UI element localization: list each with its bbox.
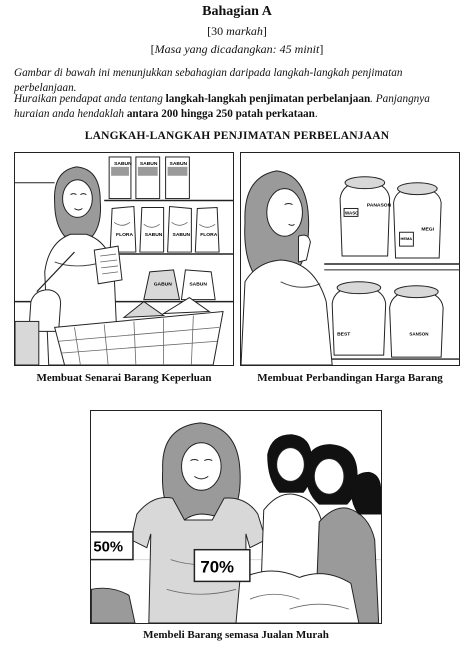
discount-text-50: 50% (93, 539, 124, 556)
shelf-label-bottom: SABUN (189, 282, 207, 288)
shelf-label: SABUN (144, 233, 163, 239)
caption-shopping-list: Membuat Senarai Barang Keperluan (36, 372, 212, 384)
illustration-sale-shopping (91, 411, 381, 623)
shelf-label: SABUN (172, 233, 191, 239)
discount-text-70: 70% (200, 557, 235, 577)
time-value: : 45 minit (272, 42, 320, 56)
task-bold-2: antara 200 hingga 250 patah perkataan (126, 108, 315, 120)
caption-price-comparison: Membuat Perbandingan Harga Barang (257, 372, 443, 384)
shelf-label: SABUN (169, 161, 188, 167)
task-part-2: . Panjangnya huraian anda hendaklah (14, 93, 430, 120)
panel-shopping-list (14, 152, 234, 366)
time-open: [ (150, 42, 155, 56)
marks-line (0, 24, 474, 39)
cooker-label: PANASON (366, 203, 392, 209)
cooker-label: BEST (337, 332, 351, 338)
shelf-label: FLORA (116, 233, 134, 239)
cooker-label: SANSON (409, 331, 429, 337)
shelf-label: SABUN (139, 161, 158, 167)
task-part-3: . (314, 108, 318, 120)
shelf-label: SABUN (114, 161, 132, 167)
time-line (0, 42, 474, 57)
task-bold-1: langkah-langkah penjimatan perbelanjaan (165, 93, 371, 105)
section-title: Bahagian A (202, 4, 272, 19)
illustration-price-comparison (241, 153, 459, 365)
intro-paragraph: Gambar di bawah ini menunjukkan sebahagian daripada langkah-langkah penjimatan perbelanjaan. (14, 67, 403, 94)
cooker-label: WASO (345, 210, 359, 216)
price-tag: HEMA (400, 236, 413, 242)
section-heading: LANGKAH-LANGKAH PENJIMATAN PERBELANJAAN (84, 130, 390, 142)
panel-price-comparison (240, 152, 460, 366)
time-close: ] (319, 42, 324, 56)
cooker-label: MEGI (421, 227, 434, 233)
caption-sale-shopping: Membeli Barang semasa Jualan Murah (143, 629, 329, 641)
task-paragraph (14, 92, 462, 122)
marks-close: ] (262, 24, 267, 38)
task-part-1: Huraikan pendapat anda tentang (14, 93, 166, 105)
marks-word: markah (226, 24, 263, 38)
illustration-shopping-list (15, 153, 233, 365)
shelf-label: FLORA (200, 233, 218, 239)
panel-sale-shopping (90, 410, 382, 624)
marks-open: [30 (207, 24, 227, 38)
shelf-label: GABUN (153, 282, 172, 288)
time-label: Masa yang dicadangkan (154, 42, 273, 56)
